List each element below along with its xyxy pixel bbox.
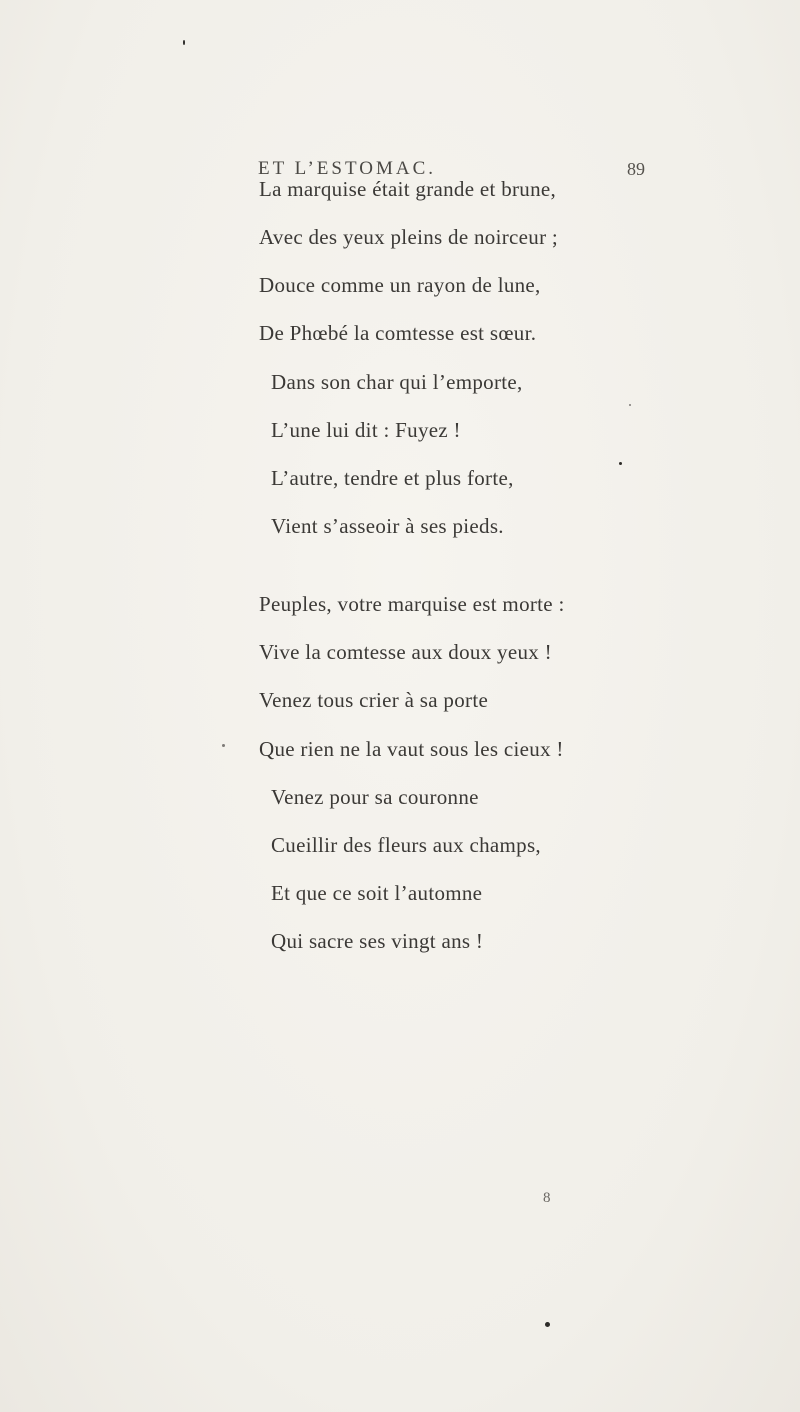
paper-speck xyxy=(183,40,185,45)
verse-line: Douce comme un rayon de lune, xyxy=(259,273,541,297)
paper-speck xyxy=(619,462,622,465)
verse-line: Vient s’asseoir à ses pieds. xyxy=(271,514,504,538)
verse-line: De Phœbé la comtesse est sœur. xyxy=(259,321,537,345)
paper-speck xyxy=(545,1322,550,1327)
verse-line: Que rien ne la vaut sous les cieux ! xyxy=(259,737,564,761)
verse-line: L’autre, tendre et plus forte, xyxy=(271,466,514,490)
paper-speck xyxy=(629,404,631,406)
verse-line: Peuples, votre marquise est morte : xyxy=(259,592,565,616)
verse-line: La marquise était grande et brune, xyxy=(259,177,557,201)
verse-line: Qui sacre ses vingt ans ! xyxy=(271,929,484,953)
verse-line: L’une lui dit : Fuyez ! xyxy=(271,418,461,442)
verse-line: Avec des yeux pleins de noirceur ; xyxy=(259,225,559,249)
verse-line: Venez pour sa couronne xyxy=(271,785,479,809)
page-number: 89 xyxy=(627,159,645,179)
running-title: ET L’ESTOMAC. xyxy=(258,158,437,179)
signature-mark: 8 xyxy=(543,1190,551,1206)
verse-line: Venez tous crier à sa porte xyxy=(259,688,489,712)
verse-line: Cueillir des fleurs aux champs, xyxy=(271,833,541,857)
verse-line: Vive la comtesse aux doux yeux ! xyxy=(259,640,552,664)
paper-speck xyxy=(222,744,225,747)
verse-line: Et que ce soit l’automne xyxy=(271,881,483,905)
verse-line: Dans son char qui l’emporte, xyxy=(271,370,523,394)
